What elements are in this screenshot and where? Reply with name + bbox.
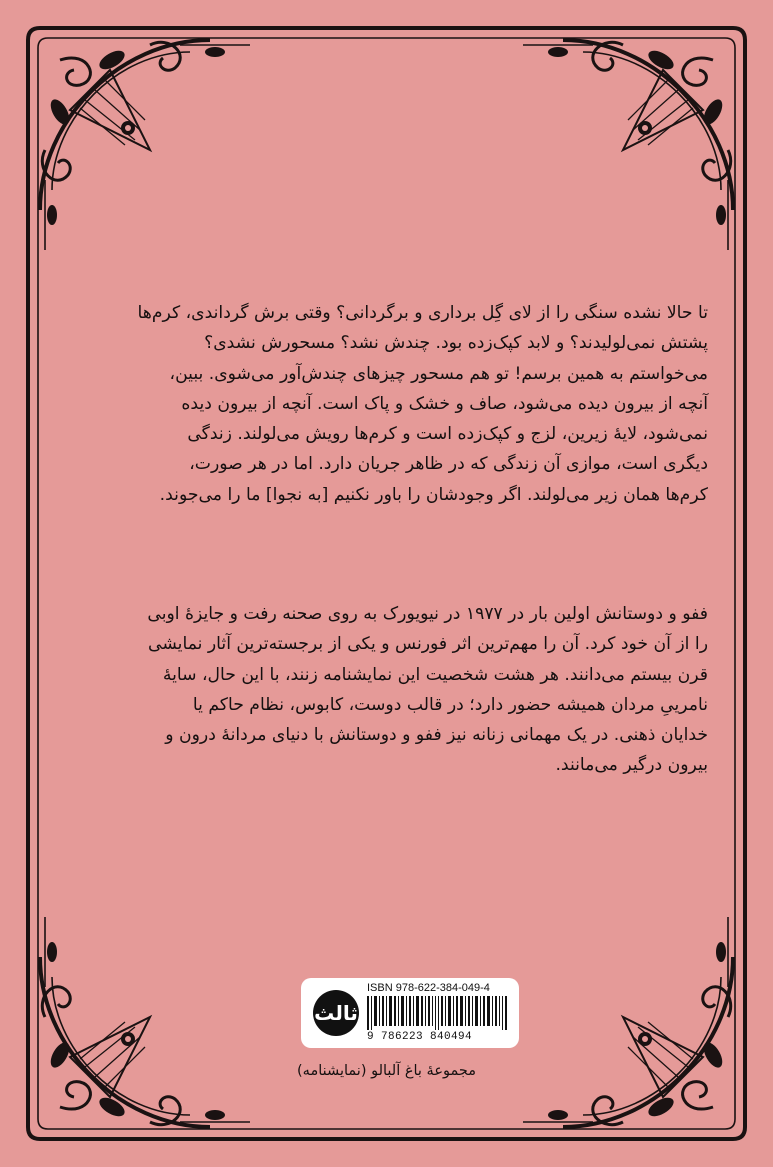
series-name: مجموعهٔ باغ آلبالو (نمایشنامه) [297, 1063, 476, 1079]
text-line: ففو و دوستانش اولین بار در ۱۹۷۷ در نیویورک به روی صحنه رفت و جایزهٔ اوبی [147, 604, 708, 624]
text-line: بیرون درگیر می‌مانند. [555, 755, 708, 776]
publisher-logo-text: ثالث [314, 1001, 358, 1025]
isbn-box [301, 978, 519, 1048]
corner-ornament-icon [28, 917, 250, 1139]
text-line: قرن بیستم می‌دانند. هر هشت شخصیت این نمایشنامه زنند، با این حال، سایهٔ [162, 664, 708, 685]
isbn-number: ISBN 978-622-384-049-4 [367, 982, 490, 994]
corner-ornament-icon [28, 28, 250, 250]
text-line: آنچه از بیرون دیده می‌شود، صاف و خشک و پاک است. آنچه از بیرون دیده [181, 393, 708, 414]
corner-ornament-icon [523, 917, 745, 1139]
text-line: نامرییِ مردان همیشه حضور دارد؛ در قالب دوست، کابوس، نظام حاکم یا [192, 694, 708, 715]
blurb-paragraph [112, 298, 708, 510]
blurb-paragraph [112, 599, 708, 781]
text-line: را از آن خود کرد. آن را مهم‌ترین اثر فورنس و یکی از برجسته‌ترین آثار نمایشی [148, 634, 708, 655]
text-line: دیگری است، موازی آن زندگی که در ظاهر جریان دارد. اما در هر صورت، [189, 454, 708, 475]
corner-ornament-icon [523, 28, 745, 250]
text-line: نمی‌شود، لایهٔ زیرین، لزج و کپک‌زده است و کرم‌ها رویش می‌لولند. زندگی [187, 424, 708, 445]
text-line: خدایان ذهنی. در یک مهمانی زنانه نیز ففو و دوستانش با دنیای مردانهٔ درون و [165, 725, 708, 746]
text-line: کرم‌ها همان زیر می‌لولند. اگر وجودشان را باور نکنیم [به نجوا] ما را می‌جوند. [159, 484, 708, 505]
barcode-icon [367, 996, 509, 1030]
publisher-logo [313, 990, 359, 1036]
text-line: تا حالا نشده سنگی را از لای گِل برداری و برگردانی؟ وقتی برش گرداندی، کرم‌ها [137, 303, 708, 323]
text-line: می‌خواستم به همین برسم! تو هم مسحور چیزهای چندش‌آور می‌شوی. ببین، [169, 363, 708, 384]
barcode-digits: 9 786223 840494 [367, 1031, 473, 1043]
text-line: پشتش نمی‌لولیدند؟ و لابد کپک‌زده بود. چندش نشد؟ مسحورش نشدی؟ [204, 333, 708, 354]
